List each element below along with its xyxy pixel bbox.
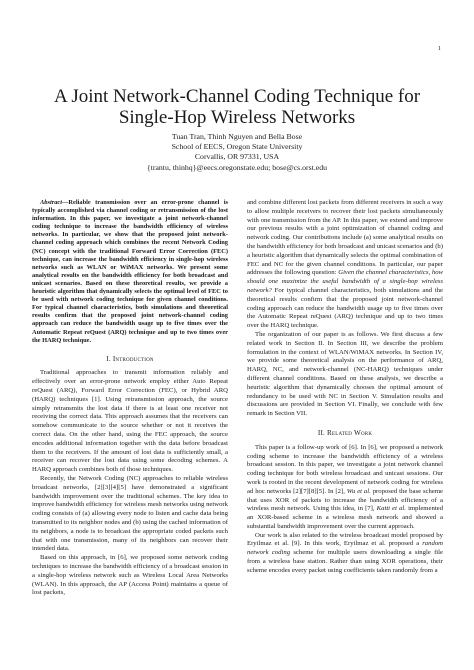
author-names: Tuan Tran, Thinh Nguyen and Bella Bose [171,132,303,141]
paragraph-text: and combine different lost packets from different receivers in such a way to allow multiple receivers to recover their lost packets simultaneously with one transmission from the AP. In this paper, we extend and improve our previous results with a joint optimization of channel coding and network coding. Our contributions include (a) some analytical results on the bandwidth efficiency for both broadcast and unicast scenarios and (b) a heuristic algorithm that dynamically selects the optimal combination of FEC and NC for the given channel conditions. In particular, our paper addresses the following question: [247,199,443,277]
paragraph: This paper is a follow-up work of [6]. In [6], we proposed a network coding scheme to increase the bandwidth efficiency of a wireless broadcast session. In this paper, we investigate a joint network channel coding technique for both wireless broadcast and unicast sessions. Our work is rooted in the recent development of network coding for wireless ad hoc networks [2][7][8][5]. In [2], Wu et al. proposed the base scheme that uses XOR of packets to increase the bandwidth efficiency of a wireless mesh network. Using this idea, in [7], Katti et al. implemented an XOR-based scheme in a wireless mesh network and showed a substantial bandwidth improvement over the current approach. [247,443,444,530]
right-column [247,199,443,576]
page-number: 1 [438,46,441,52]
paragraph: The organization of our paper is as follows. We first discuss a few related work in Section II. In Section III, we describe the problem formulation in the context of WLAN/WiMAX networks. In Section IV, we provide some theoretical analysis on the performance of ARQ, HARQ, NC, and network-channel (NC-HARQ) techniques under different channel conditions. Based on these analysis, we describe a heuristic algorithm that dynamically chooses the optimal amount of redundancy to be used with NC in Section V. Simulation results and discussions are provided in Section VI. Finally, we conclude with few remark in Section VII. [247,330,443,418]
abstract-text: —Reliable transmission over an error-prone channel is typically accomplished via channel coding or retransmission of the lost information. In this paper, we investigate a joint network-channel coding technique to increase the bandwidth efficiency of wireless networks. In particular, we show that the proposed joint network-channel coding approach which combines the recent Network Coding (NC) concept with the traditional Forward Error Correction (FEC) technique, can increase the bandwidth efficiency in single-hop wireless networks such as WLAN or WiMAX networks. We present some analytical results on the bandwidth efficiency for both broadcast and unicast scenarios. Based on these theoretical results, we provide a heuristic algorithm that dynamically selects the optimal level of FEC to be used with network coding technique for given channel conditions. For typical channel characteristics, both simulations and theoretical results confirm that the proposed joint network-channel coding approach can reduce the bandwidth usage up to five times over the Automatic Repeat reQuest (ARQ) technique and up to two times over the HARQ technique. [32,199,228,344]
paragraph: Based on this approach, in [6], we proposed some network coding techniques to increase the bandwidth efficiency of a broadcast session in a single-hop wireless network such as Wireless Local Area Networks (WLAN). In this approach, the AP (Access Point) maintains a queue of lost packets, [32,554,228,597]
author-location: Corvallis, OR 97331, USA [194,152,280,162]
author-emails: {trantu, thinhq}@eecs.oregonstate.edu; bose@cs.orst.edu [146,162,328,172]
section-heading-introduction: I. Introduction [106,354,154,363]
paragraph: Traditional approaches to transmit information reliably and effectively over an error-prone network employ either Auto Repeat reQuest (ARQ), Forward Error Correction (FEC), or Hybrid ARQ (HARQ) techniques [1]. Using retransmission approach, the source simply retransmits the lost data if there is at least one receiver not receiving the correct data. This approach assumes that the receivers can somehow communicate to the source whether or not it receives the correct data. On the other hand, using the FEC approach, the source encodes additional information together with the data before broadcast them to the receivers. If the amount of lost data is sufficiently small, a receiver can recover the lost data using some decoding schemes. A HARQ approach combines both of those techniques. [32,369,228,474]
left-column [32,199,228,598]
abstract [32,199,228,345]
research-question: Given the channel characteristics, how should one maximize the useful bandwidth of a single-hop wireless network? [247,269,444,294]
author-affiliation: School of EECS, Oregon State University [171,142,303,152]
paragraph: Our work is also related to the wireless broadcast model proposed by Eryilmaz et al. [9]. In this work, Eryilmaz et al. proposed a random network coding scheme for multiple users downloading a single file from a wireless base station. Rather than using XOR operations, their scheme encodes every packet using coefficients taken randomly from a [247,531,443,574]
paper-title: A Joint Network-Channel Coding Technique for Single-Hop Wireless Networks [53,86,421,128]
paragraph: Recently, the Network Coding (NC) approaches to reliable wireless broadcast networks, [2][3][4][5] have demonstrated a significant bandwidth improvement over the traditional schemes. The key idea to improve bandwidth efficiency for wireless mesh networks using network coding consists of (a) allowing every node to listen and cache data being transmitted to its neighbor nodes and (b) using the cached information of its neighbors, a node is to broadcast the appropriate coded packets such that with one transmission, many of its neighbors can recover their intended data. [32,475,228,553]
author-block [30,132,444,173]
paragraph-text: For typical channel characteristics, both simulations and the theoretical results confirm that the proposed joint network-channel coding approach can reduce the bandwidth usage up to five times over the Automatic Repeat reQuest (ARQ) technique and up to two times over the HARQ technique. [247,286,443,330]
abstract-label: Abstract [40,199,63,206]
paragraph [247,199,443,331]
section-heading-related-work: II. Related Work [317,428,373,437]
